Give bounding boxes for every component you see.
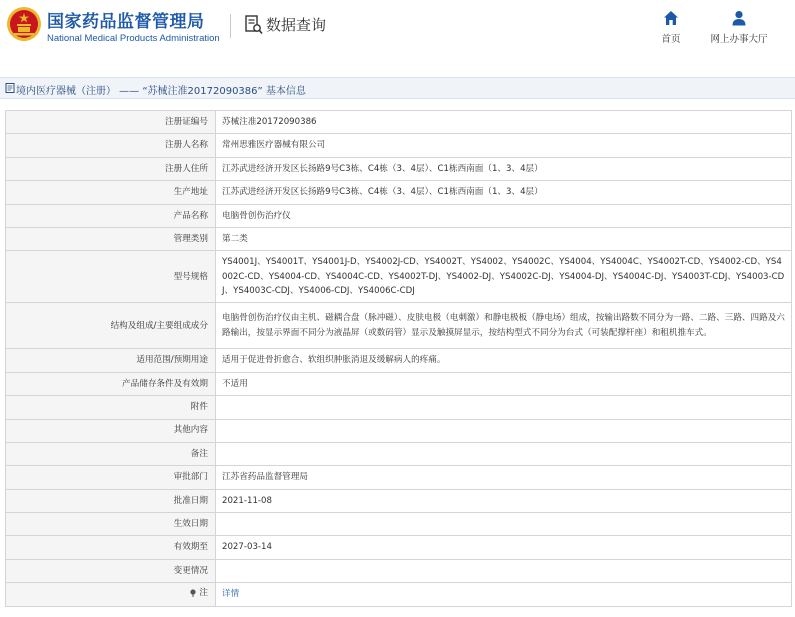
nav-home[interactable] <box>656 10 686 45</box>
row-label: 其他内容 <box>6 419 216 442</box>
row-label: 结构及组成/主要组成成分 <box>6 303 216 349</box>
table-row <box>6 157 792 180</box>
row-value <box>216 559 792 582</box>
table-row <box>6 559 792 582</box>
row-value: 电脑骨创伤治疗仪由主机、磁耦合盘（脉冲磁）、皮肤电极（电刺激）和静电极板（静电场）组成，按输出路数不同分为一路、二路、三路、四路及六路输出，按显示界面不同分为液晶屏（或数码管）显示及触摸屏显示，按结构型式不同分为台式（可装配撑杆座）和租机推车式。 <box>216 303 792 349</box>
row-label: 变更情况 <box>6 559 216 582</box>
site-title-en[interactable]: National Medical Products Administration <box>47 33 220 44</box>
table-row <box>6 349 792 372</box>
national-emblem-icon[interactable] <box>6 6 42 42</box>
row-value: 电脑骨创伤治疗仪 <box>216 204 792 227</box>
row-value <box>216 419 792 442</box>
table-row <box>6 303 792 349</box>
row-value <box>216 583 792 606</box>
row-value <box>216 396 792 419</box>
row-value: 江苏武进经济开发区长扬路9号C3栋、C4栋（3、4层）、C1栋西南面（1、3、4层） <box>216 157 792 180</box>
table-row <box>6 466 792 489</box>
row-label: 有效期至 <box>6 536 216 559</box>
row-label: 注册人名称 <box>6 134 216 157</box>
header-divider <box>230 14 231 38</box>
row-value: 第二类 <box>216 227 792 250</box>
row-label: 审批部门 <box>6 466 216 489</box>
row-value <box>216 442 792 465</box>
site-header <box>0 0 795 62</box>
row-value: YS4001J、YS4001T、YS4001J-D、YS4002J-CD、YS4002T、YS4002、YS4002C、YS4004、YS4004C、YS4002T-CD、YS4002-CD、YS4002C-CD、YS4004-CD、YS4004C-CD、YS4002T-DJ、YS4002-DJ、YS4002C-DJ、YS4004-DJ、YS4004C-DJ、YS4003T-CDJ、YS4003-CDJ、YS4003C-CDJ、YS4006-CDJ、YS4006C-CDJ <box>216 251 792 303</box>
data-query-title: 数据查询 <box>266 16 327 34</box>
details-link[interactable]: 详情 <box>222 589 240 600</box>
row-label: 型号规格 <box>6 251 216 303</box>
home-icon <box>663 10 679 26</box>
row-label: 注册证编号 <box>6 111 216 134</box>
row-value: 江苏省药品监督管理局 <box>216 466 792 489</box>
table-row <box>6 227 792 250</box>
table-row <box>6 583 792 606</box>
site-title-cn[interactable]: 国家药品监督管理局 <box>47 12 205 32</box>
row-label: 管理类别 <box>6 227 216 250</box>
table-row <box>6 181 792 204</box>
row-label: 批准日期 <box>6 489 216 512</box>
table-row <box>6 419 792 442</box>
data-query-icon <box>245 15 263 35</box>
row-value: 常州思雅医疗器械有限公司 <box>216 134 792 157</box>
row-label: 备注 <box>6 442 216 465</box>
row-value <box>216 513 792 536</box>
nav-home-label: 首页 <box>661 34 681 45</box>
table-row <box>6 489 792 512</box>
row-label: 生产地址 <box>6 181 216 204</box>
table-row <box>6 513 792 536</box>
table-row <box>6 536 792 559</box>
document-icon <box>5 83 15 93</box>
nav-online-office[interactable] <box>704 10 774 45</box>
row-label: 产品名称 <box>6 204 216 227</box>
row-value: 2021-11-08 <box>216 489 792 512</box>
row-label: 适用范围/预期用途 <box>6 349 216 372</box>
row-label-note <box>6 583 216 606</box>
row-value: 2027-03-14 <box>216 536 792 559</box>
row-value: 苏械注准20172090386 <box>216 111 792 134</box>
breadcrumb <box>0 77 795 99</box>
table-row <box>6 372 792 395</box>
row-label: 附件 <box>6 396 216 419</box>
row-value: 江苏武进经济开发区长扬路9号C3栋、C4栋（3、4层）、C1栋西南面（1、3、4层） <box>216 181 792 204</box>
row-value: 适用于促进骨折愈合、软组织肿胀消退及缓解病人的疼痛。 <box>216 349 792 372</box>
breadcrumb-text: 境内医疗器械（注册） —— “苏械注准20172090386” 基本信息 <box>16 86 306 97</box>
row-label: 生效日期 <box>6 513 216 536</box>
row-label: 产品储存条件及有效期 <box>6 372 216 395</box>
table-row <box>6 204 792 227</box>
table-row <box>6 134 792 157</box>
nav-online-office-label: 网上办事大厅 <box>710 34 768 45</box>
table-row <box>6 111 792 134</box>
table-row <box>6 251 792 303</box>
pin-icon <box>189 589 197 597</box>
note-label: 注 <box>199 588 208 599</box>
user-icon <box>731 10 747 26</box>
registration-info-table <box>5 110 792 607</box>
table-row <box>6 442 792 465</box>
row-value: 不适用 <box>216 372 792 395</box>
row-label: 注册人住所 <box>6 157 216 180</box>
table-row <box>6 396 792 419</box>
